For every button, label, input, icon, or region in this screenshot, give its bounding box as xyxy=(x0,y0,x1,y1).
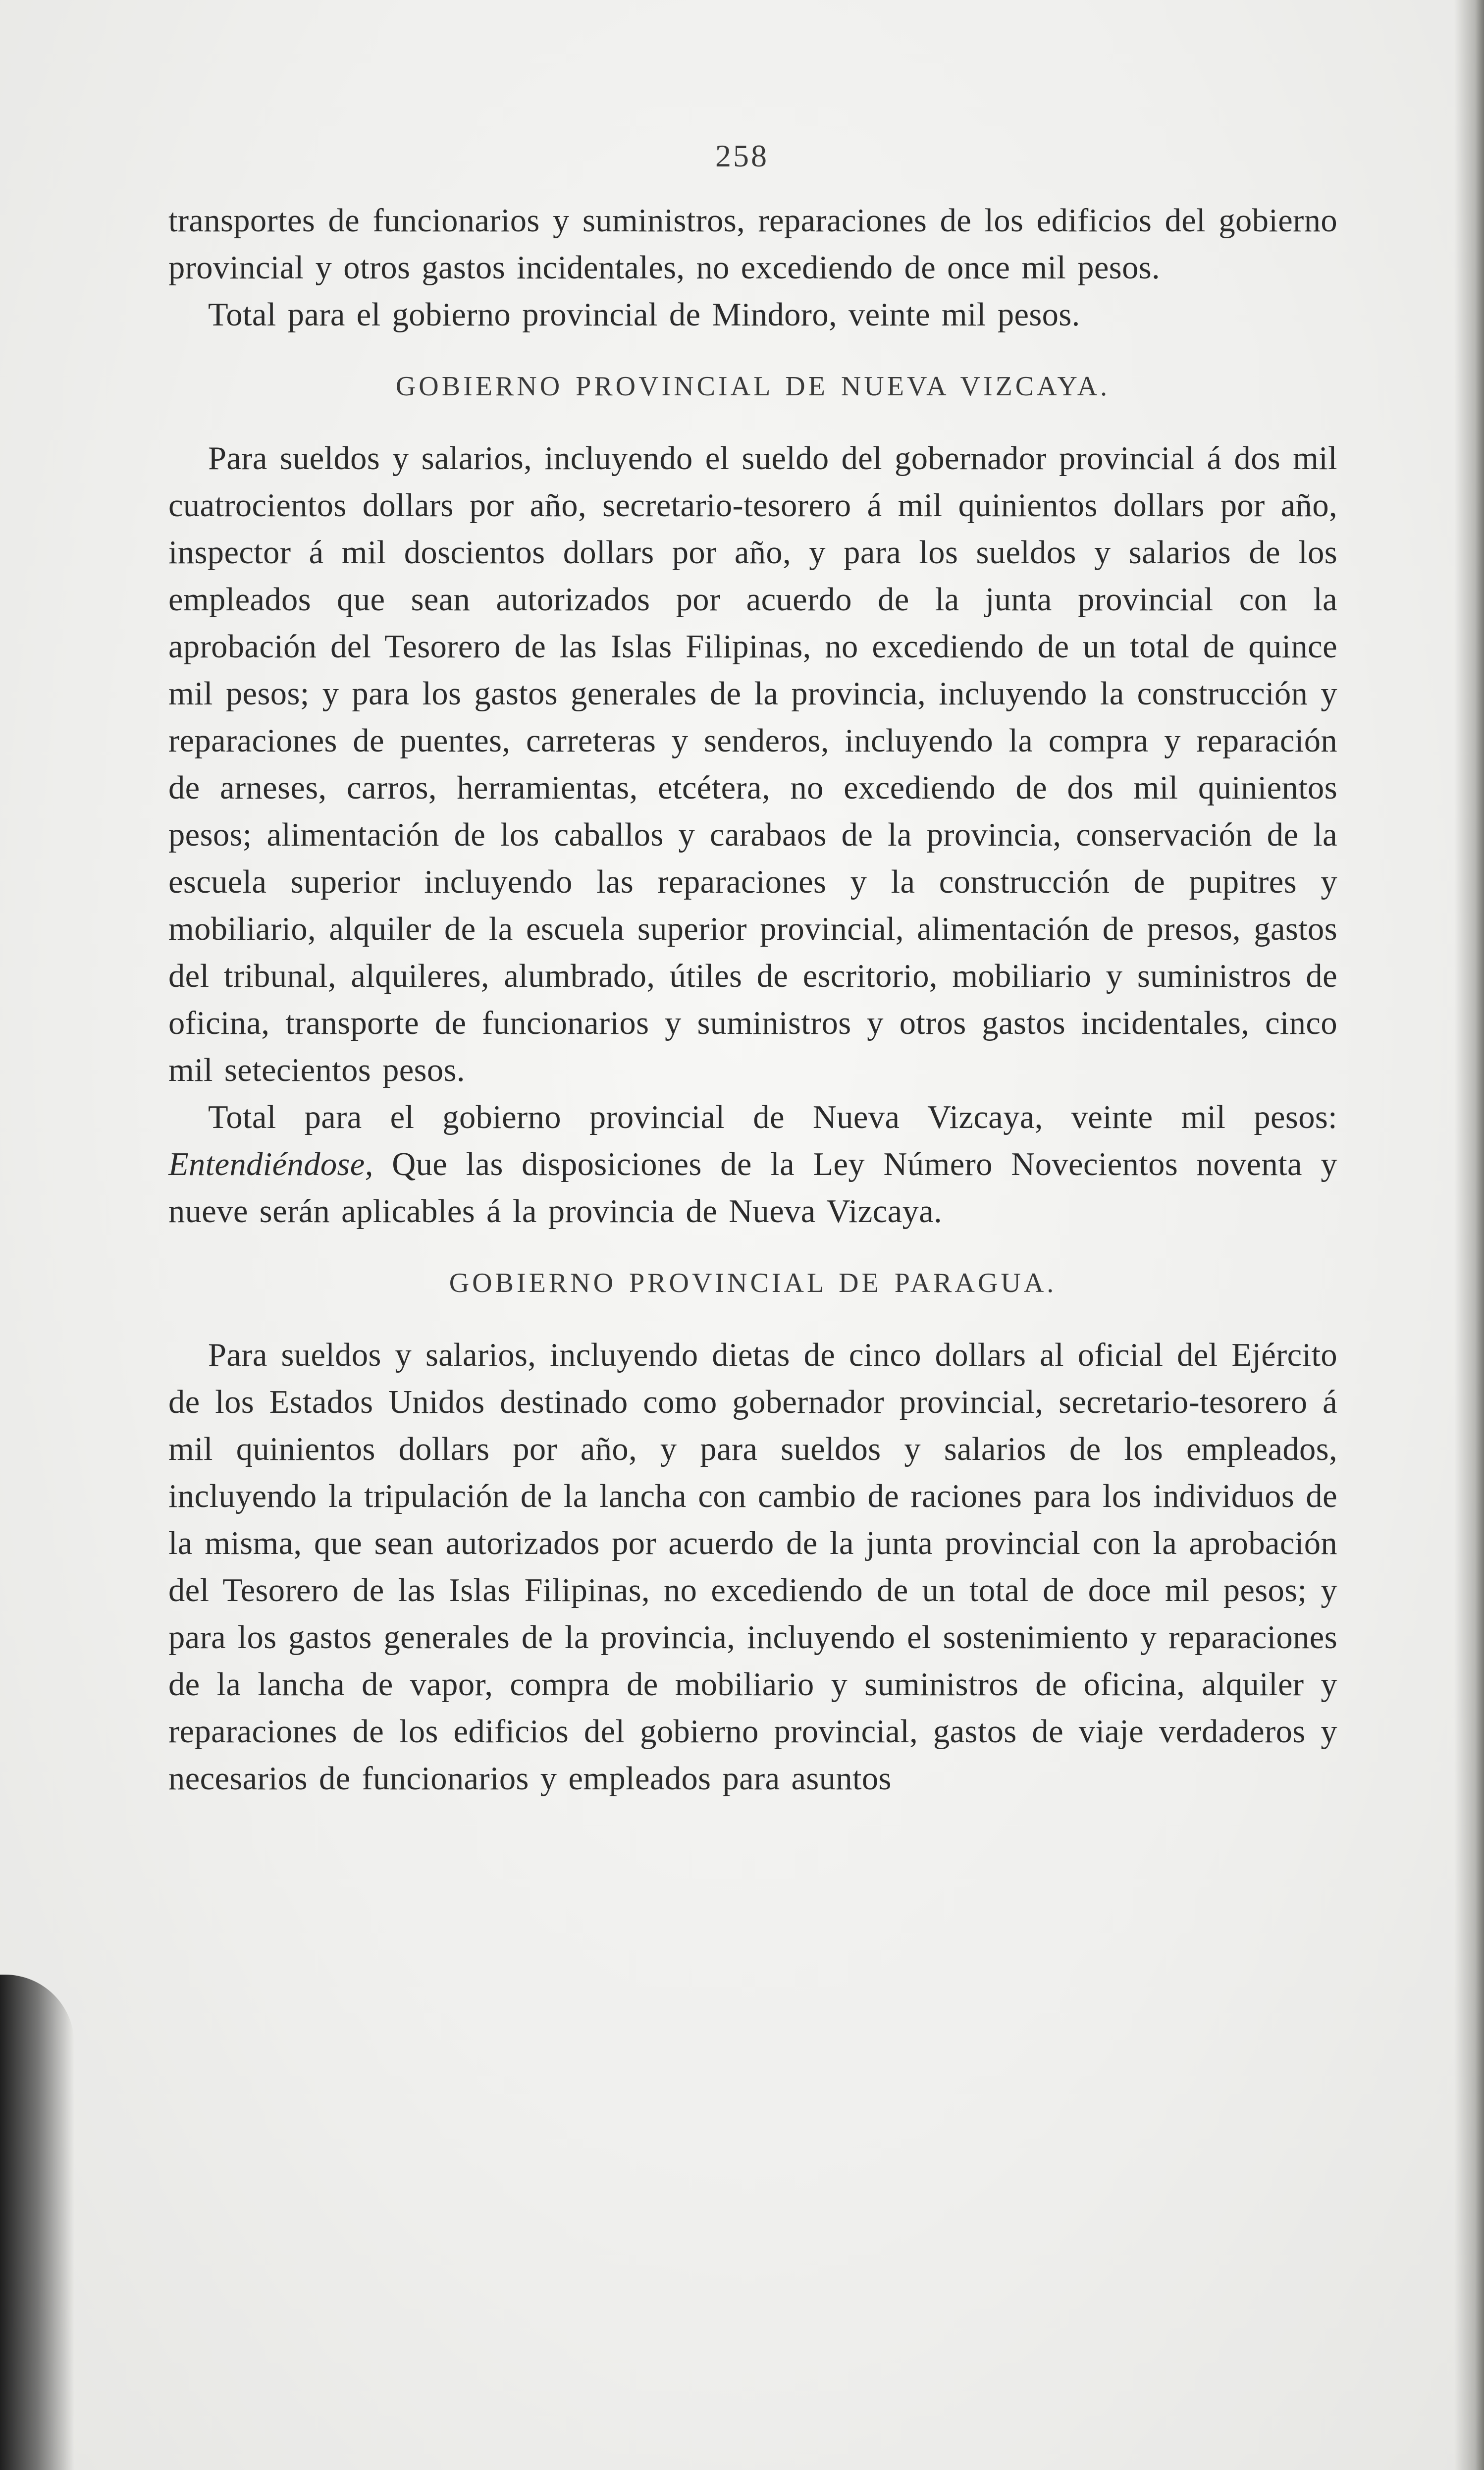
body-text xyxy=(168,197,1337,1802)
paragraph-paragua-salaries: Para sueldos y salarios, incluyendo dietas de cinco dollars al oficial del Ejército de los Estados Unidos destinado como gobernador provincial, secretario-tesorero á mil quinientos dollars por año, y para sueldos y salarios de los empleados, incluyendo la tripulación de la lancha con cambio de raciones para los individuos de la misma, que sean autorizados por acuerdo de la junta provincial con la aprobación del Tesorero de las Islas Filipinas, no excediendo de un total de doce mil pesos; y para los gastos generales de la provincia, incluyendo el sostenimiento y reparaciones de la lancha de vapor, compra de mobiliario y suministros de oficina, alquiler y reparaciones de los edificios del gobierno provincial, gastos de viaje verdaderos y necesarios de funcionarios y empleados para asuntos xyxy=(168,1337,1337,1797)
paragraph-total-mindoro: Total para el gobierno provincial de Mindoro, veinte mil pesos. xyxy=(208,297,1080,333)
paragraph-total-nueva-vizcaya xyxy=(168,1094,1337,1235)
section-heading-paragua: GOBIERNO PROVINCIAL DE PARAGUA. xyxy=(449,1268,1057,1298)
page-edge-shadow xyxy=(1454,0,1484,2470)
spacer xyxy=(168,1235,1337,1260)
section-heading-nueva-vizcaya: GOBIERNO PROVINCIAL DE NUEVA VIZCAYA. xyxy=(395,371,1111,402)
total-text: Total para el gobierno provincial de Nueva Vizcaya, veinte mil pesos: xyxy=(208,1099,1337,1135)
paragraph-nueva-vizcaya-salaries: Para sueldos y salarios, incluyendo el sueldo del gobernador provincial á dos mil cuatrocientos dollars por año, secretario-tesorero á mil quinientos dollars por año, inspector á mil doscientos dollars por año, y para los sueldos y salarios de los empleados que sean autorizados por acuerdo de la junta provincial con la aprobación del Tesorero de las Islas Filipinas, no excediendo de un total de quince mil pesos; y para los gastos generales de la provincia, incluyendo la construcción y reparaciones de puentes, carreteras y senderos, incluyendo la compra y reparación de arneses, carros, herramientas, etcétera, no excediendo de dos mil quinientos pesos; alimentación de los caballos y carabaos de la provincia, conservación de la escuela superior incluyendo las reparaciones y la construcción de pupitres y mobiliario, alquiler de la escuela superior provincial, alimentación de presos, gastos del tribunal, alquileres, alumbrado, útiles de escritorio, mobiliario y suministros de oficina, transporte de funcionarios y suministros y otros gastos incidentales, cinco mil setecientos pesos. xyxy=(168,440,1337,1088)
thumb-shadow xyxy=(0,1975,74,2470)
total-text-rest: Que las disposiciones de la Ley Número Novecientos noventa y nueve serán aplicables á la provincia de Nueva Vizcaya. xyxy=(168,1146,1337,1230)
spacer xyxy=(168,338,1337,363)
entendiendose-italic: Entendiéndose, xyxy=(168,1146,373,1182)
paragraph-continuation: transportes de funcionarios y suministros, reparaciones de los edificios del gobierno provincial y otros gastos incidentales, no excediendo de once mil pesos. xyxy=(168,203,1337,286)
page-number: 258 xyxy=(715,138,769,173)
